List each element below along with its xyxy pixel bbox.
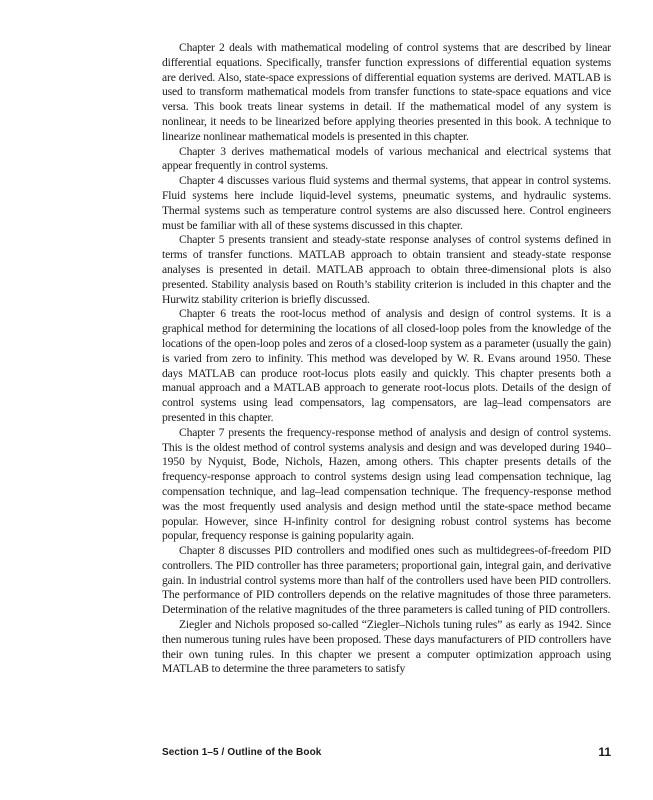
running-head: Section 1–5 / Outline of the Book: [162, 747, 322, 758]
paragraph-chapter-5: Chapter 5 presents transient and steady-state response analyses of control systems defined in terms of transfer functions. MATLAB approach to obtain transient and steady-state response analyses is presented in detail. MATLAB approach to obtain three-dimensional plots is also presented. Stability analysis based on Routh’s stability criterion is included in this chapter and the Hurwitz stability criterion is briefly discussed.: [162, 233, 611, 306]
paragraph-ziegler-nichols: Ziegler and Nichols proposed so-called “Ziegler–Nichols tuning rules” as early as 1942. Since then numerous tuning rules have been proposed. These days manufacturers of PID controllers have their own tuning rules. In this chapter we present a computer optimization approach using MATLAB to determine the three parameters to satisfy: [162, 618, 611, 676]
paragraph-chapter-7: Chapter 7 presents the frequency-response method of analysis and design of control systems. This is the oldest method of control systems analysis and design and was developed during 1940–1950 by Nyquist, Bode, Nichols, Hazen, among others. This chapter presents details of the frequency-response approach to control systems design using lead compensation technique, lag compensation technique, and lag–lead compensation technique. The frequency-response method was the most frequently used analysis and design method until the state-space method became popular. However, since H-infinity control for designing robust control systems has become popular, frequency response is gaining popularity again.: [162, 425, 611, 543]
paragraph-chapter-8: Chapter 8 discusses PID controllers and modified ones such as multidegrees-of-freedom PID controllers. The PID controller has three parameters; proportional gain, integral gain, and derivative gain. In industrial control systems more than half of the controllers used have been PID controllers. The performance of PID controllers depends on the relative magnitudes of those three parameters. Determination of the relative magnitudes of the three parameters is called tuning of PID controllers.: [162, 544, 611, 617]
paragraph-chapter-4: Chapter 4 discusses various fluid systems and thermal systems, that appear in control systems. Fluid systems here include liquid-level systems, pneumatic systems, and hydraulic systems. Thermal systems such as temperature control systems are also discussed here. Control engineers must be familiar with all of these systems discussed in this chapter.: [162, 174, 611, 232]
page-footer: [162, 745, 611, 761]
paragraph-chapter-3: Chapter 3 derives mathematical models of various mechanical and electrical systems that appear frequently in control systems.: [162, 144, 611, 173]
body-text: [162, 41, 611, 677]
page-number: 11: [598, 745, 611, 759]
paragraph-chapter-6: Chapter 6 treats the root-locus method of analysis and design of control systems. It is a graphical method for determining the locations of all closed-loop poles from the knowledge of the locations of the open-loop poles and zeros of a closed-loop system as a parameter (usually the gain) is varied from zero to infinity. This method was developed by W. R. Evans around 1950. These days MATLAB can produce root-locus plots easily and quickly. This chapter presents both a manual approach and a MATLAB approach to generate root-locus plots. Details of the design of control systems using lead compensators, lag compensators, are lag–lead compensators are presented in this chapter.: [162, 307, 611, 424]
paragraph-chapter-2: Chapter 2 deals with mathematical modeling of control systems that are described by linear differential equations. Specifically, transfer function expressions of differential equation systems are derived. Also, state-space expressions of differential equation systems are derived. MATLAB is used to transform mathematical models from transfer functions to state-space equations and vice versa. This book treats linear systems in detail. If the mathematical model of any system is nonlinear, it needs to be linearized before applying theories presented in this book. A technique to linearize nonlinear mathematical models is presented in this chapter.: [162, 41, 611, 143]
